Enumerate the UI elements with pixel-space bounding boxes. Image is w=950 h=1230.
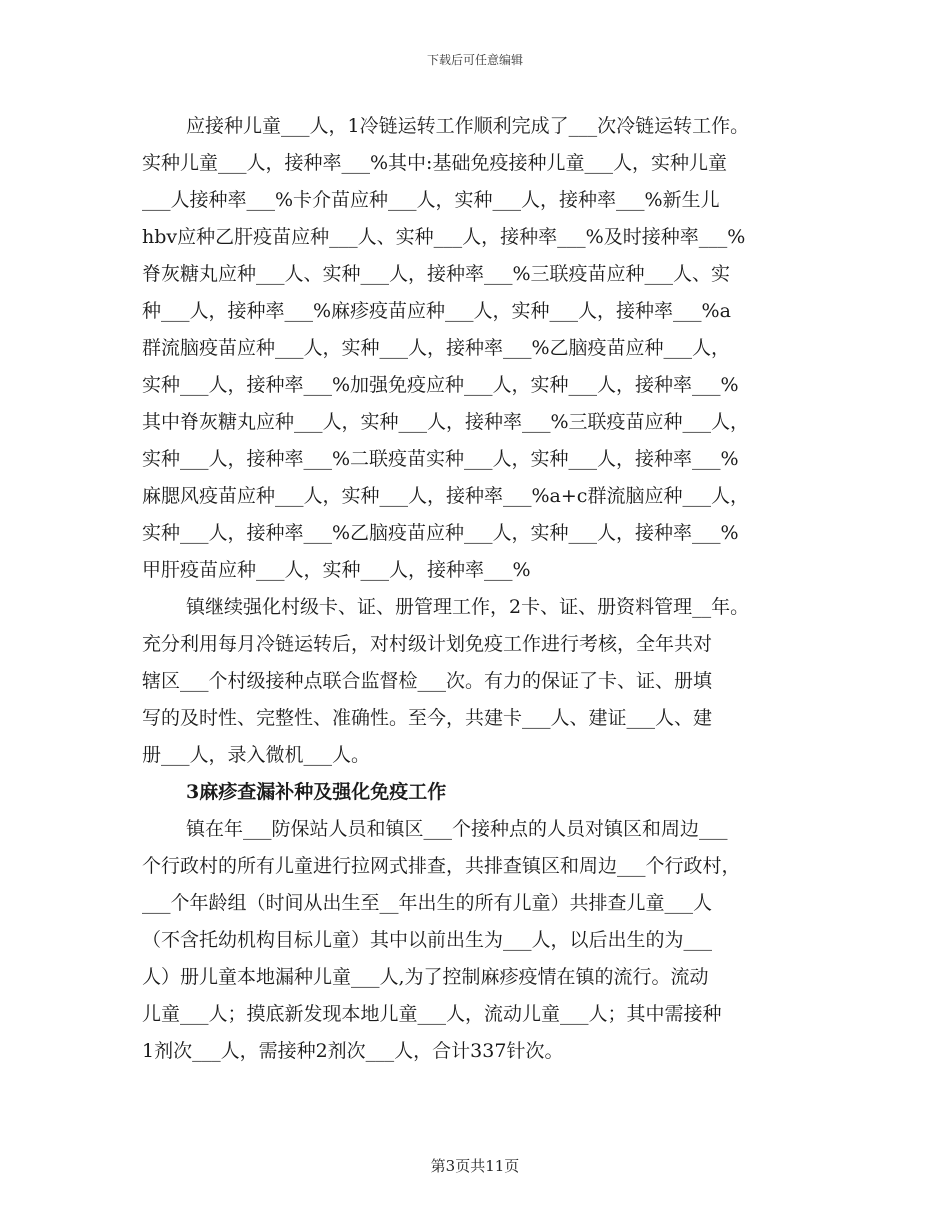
paragraph-line: 其中脊灰糖丸应种___人，实种___人，接种率___%三联疫苗应种___人，: [142, 411, 750, 433]
paragraph-line: ___人接种率___%卡介苗应种___人，实种___人，接种率___%新生儿: [142, 189, 720, 211]
paragraph-line: 1剂次___人，需接种2剂次___人，合计337针次。: [142, 1040, 564, 1062]
paragraph-line: 镇在年___防保站人员和镇区___个接种点的人员对镇区和周边___: [186, 818, 728, 840]
paragraph-line: 群流脑疫苗应种___人，实种___人，接种率___%乙脑疫苗应种___人，: [142, 337, 731, 359]
paragraph-line: 实种___人，接种率___%乙脑疫苗应种___人，实种___人，接种率___%: [142, 522, 739, 544]
paragraph-line: （不含托幼机构目标儿童）其中以前出生为___人，以后出生的为___: [142, 929, 713, 951]
page-footer: 第3页共11页: [430, 1157, 520, 1175]
paragraph-line: 人）册儿童本地漏种儿童___人,为了控制麻疹疫情在镇的流行。流动: [142, 966, 709, 988]
document-body: [142, 108, 822, 1070]
paragraph-line: 实种___人，接种率___%二联疫苗实种___人，实种___人，接种率___%: [142, 448, 739, 470]
paragraph-line: 辖区___个村级接种点联合监督检___次。有力的保证了卡、证、册填: [142, 670, 713, 692]
paragraph-line: 册___人，录入微机___人。: [142, 744, 371, 766]
paragraph-line: ___个年龄组（时间从出生至__年出生的所有儿童）共排查儿童___人: [142, 892, 713, 914]
page-header: 下载后可任意编辑: [426, 53, 523, 67]
paragraph-line: 儿童___人；摸底新发现本地儿童___人，流动儿童___人；其中需接种: [142, 1003, 722, 1025]
paragraph-line: 脊灰糖丸应种___人、实种___人，接种率___%三联疫苗应种___人、实: [142, 263, 731, 285]
paragraph-line: 麻腮风疫苗应种___人，实种___人，接种率___%a+c群流脑应种___人，: [142, 485, 749, 507]
paragraph-line: 写的及时性、完整性、准确性。至今，共建卡___人、建证___人、建: [142, 707, 713, 729]
paragraph-line: hbv应种乙肝疫苗应种___人、实种___人，接种率___%及时接种率___%: [142, 226, 746, 248]
paragraph-line: 实种___人，接种率___%加强免疫应种___人，实种___人，接种率___%: [142, 374, 739, 396]
paragraph-line: 个行政村的所有儿童进行拉网式排查，共排查镇区和周边___个行政村，: [142, 855, 741, 877]
paragraph-line: 甲肝疫苗应种___人，实种___人，接种率___%: [142, 559, 531, 581]
paragraph-line: 实种儿童___人，接种率___%其中:基础免疫接种儿童___人，实种儿童: [142, 152, 727, 174]
section-heading: 3麻疹查漏补种及强化免疫工作: [186, 781, 447, 803]
paragraph-line: 镇继续强化村级卡、证、册管理工作，2卡、证、册资料管理__年。: [186, 596, 750, 618]
paragraph-line: 种___人，接种率___%麻疹疫苗应种___人，实种___人，接种率___%a: [142, 300, 731, 322]
paragraph-line: 充分利用每月冷链运转后，对村级计划免疫工作进行考核，全年共对: [142, 633, 713, 655]
paragraph-line: 应接种儿童___人，1冷链运转工作顺利完成了___次冷链运转工作。: [186, 115, 750, 137]
